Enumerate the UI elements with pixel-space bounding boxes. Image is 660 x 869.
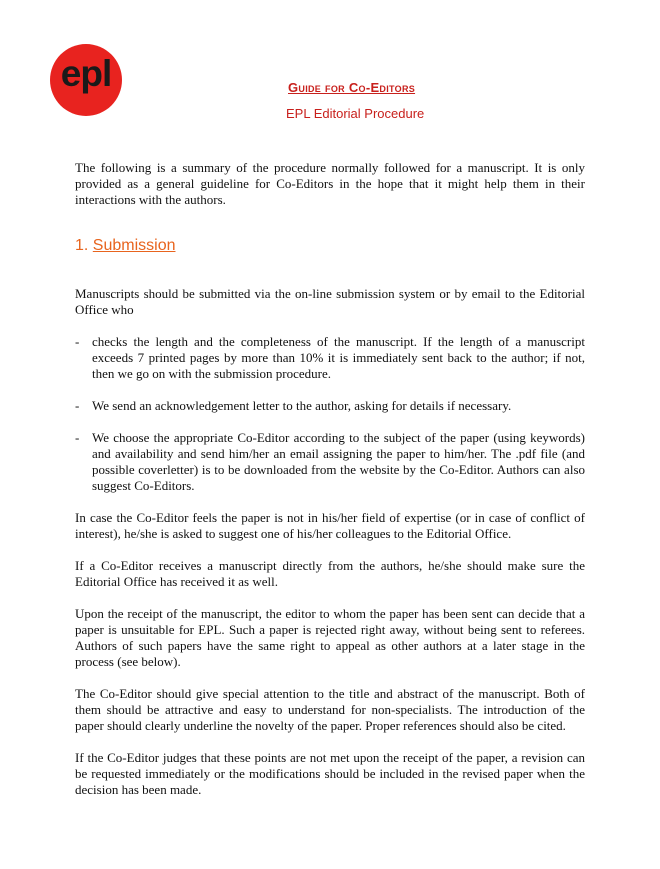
- bullet-text: We choose the appropriate Co-Editor according to the subject of the paper (using keywords) and availability and send him/her an email assigning the paper to him/her. The .pdf file (and possible coverletter) is to be downloaded from the website by the Co-Editor. Authors can also suggest Co-Editors.: [92, 430, 585, 493]
- bullet-marker: -: [75, 334, 80, 349]
- paragraph-conflict-of-interest: In case the Co-Editor feels the paper is not in his/her field of expertise (or in case of conflict of interest), he/she is asked to suggest one of his/her colleagues to the Editorial Office.: [75, 510, 585, 541]
- bullet-marker: -: [75, 430, 80, 445]
- paragraph-revision: If the Co-Editor judges that these points are not met upon the receipt of the paper, a revision can be requested immediately or the modifications should be included in the revised paper when the decision has been made.: [75, 750, 585, 797]
- list-item: [75, 334, 585, 382]
- document-subtitle: EPL Editorial Procedure: [286, 106, 425, 121]
- section-title: Submission: [92, 237, 176, 254]
- epl-logo: [50, 44, 122, 116]
- section-heading-submission: [75, 236, 585, 256]
- paragraph-unsuitable: Upon the receipt of the manuscript, the editor to whom the paper has been sent can decide that a paper is unsuitable for EPL. Such a paper is rejected right away, without being sent to referees. Authors of such papers have the same right to appeal as other authors at a later stage in the process (see below).: [75, 606, 585, 669]
- paragraph-title-abstract: The Co-Editor should give special attention to the title and abstract of the manuscript. Both of them should be attractive and easy to understand for non-specialists. The introduction of the paper should clearly underline the novelty of the paper. Proper references should also be cited.: [75, 686, 585, 733]
- bullet-text: checks the length and the completeness of the manuscript. If the length of a manuscript exceeds 7 printed pages by more than 10% it is immediately sent back to the author; if not, then we go on with the submission procedure.: [92, 334, 585, 381]
- logo-text: epl: [60, 53, 112, 94]
- document-title: Guide for Co-Editors: [288, 80, 416, 95]
- section-number: 1.: [75, 237, 89, 254]
- paragraph-submission-intro: Manuscripts should be submitted via the on-line submission system or by email to the Editorial Office who: [75, 286, 585, 317]
- list-item: [75, 398, 585, 414]
- bullet-text: We send an acknowledgement letter to the author, asking for details if necessary.: [92, 398, 512, 413]
- paragraph-direct-receipt: If a Co-Editor receives a manuscript directly from the authors, he/she should make sure the Editorial Office has received it as well.: [75, 558, 585, 589]
- document-body: [75, 160, 585, 814]
- list-item: [75, 430, 585, 494]
- intro-paragraph: The following is a summary of the procedure normally followed for a manuscript. It is only provided as a general guideline for Co-Editors in the hope that it might help them in their interactions with the authors.: [75, 160, 585, 207]
- bullet-marker: -: [75, 398, 80, 413]
